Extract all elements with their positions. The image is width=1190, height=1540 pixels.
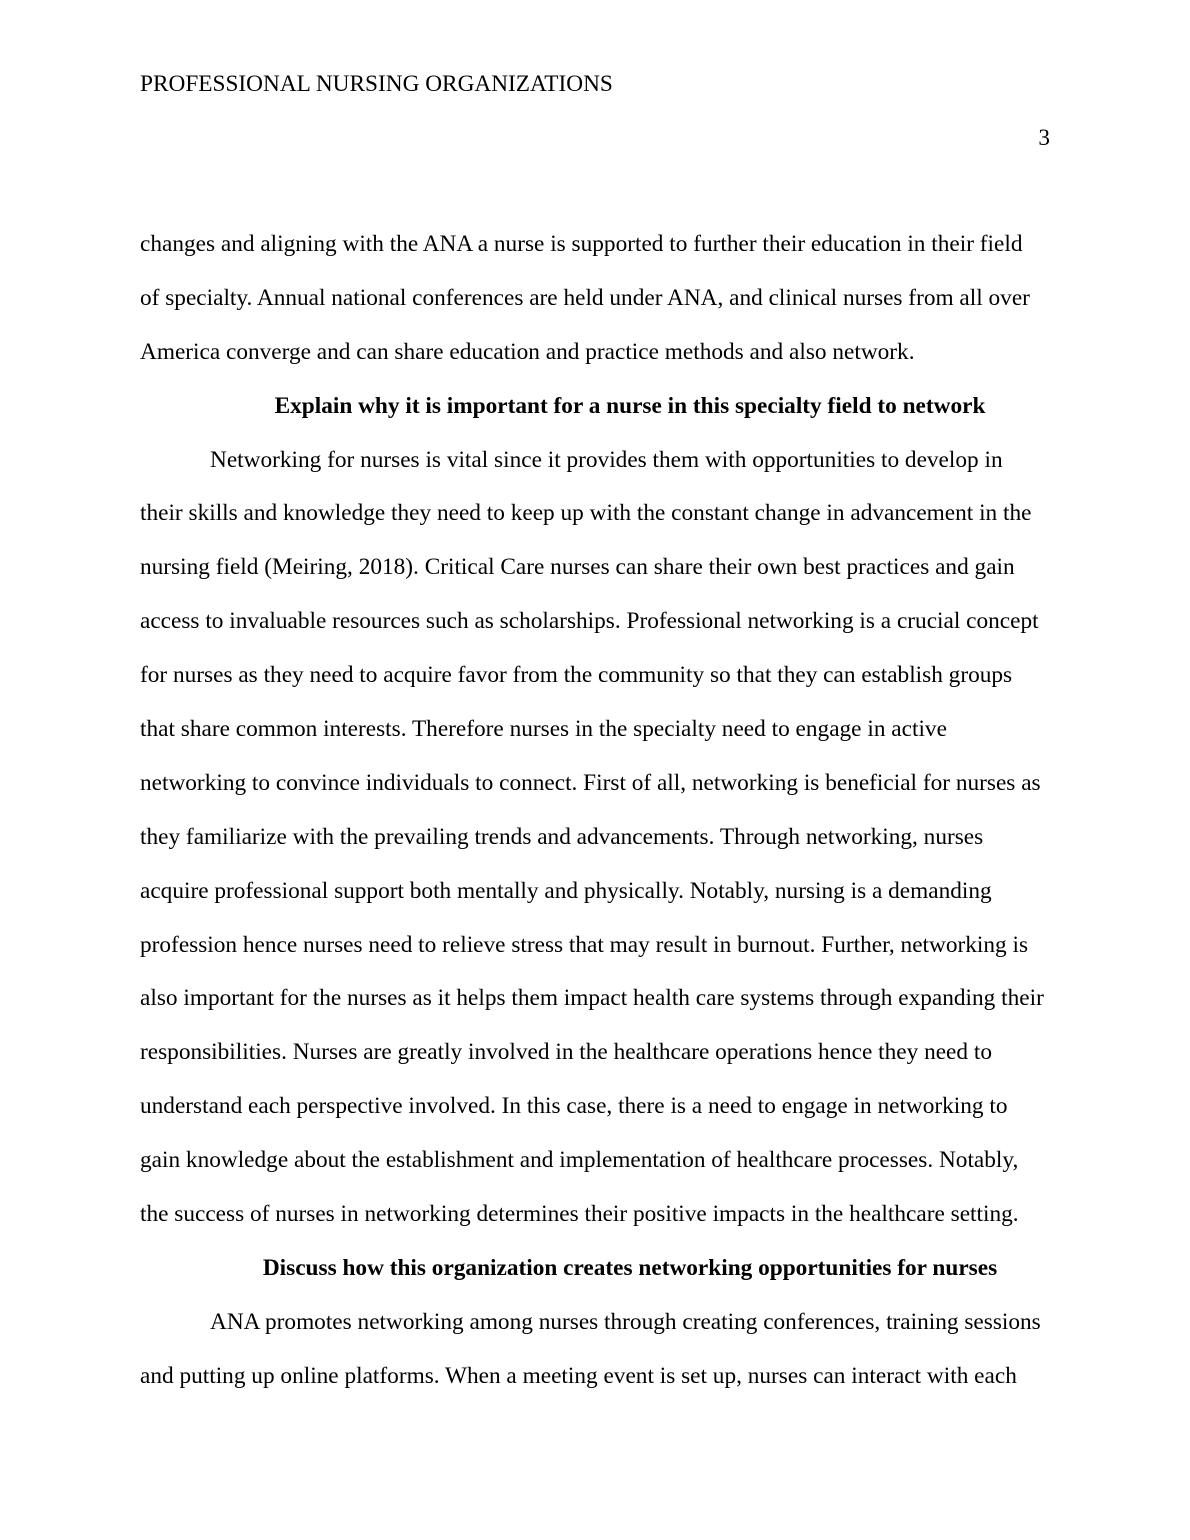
body-line: of specialty. Annual national conferences are held under ANA, and clinical nurses from all over [140, 284, 1030, 311]
body-line: access to invaluable resources such as scholarships. Professional networking is a crucial concept [140, 608, 1039, 635]
body-line: that share common interests. Therefore nurses in the specialty need to engage in active [140, 716, 947, 743]
page-number: 3 [1038, 125, 1050, 151]
body-line: profession hence nurses need to relieve stress that may result in burnout. Further, networking is [140, 931, 1029, 958]
body-line: for nurses as they need to acquire favor from the community so that they can establish groups [140, 662, 1013, 689]
body-line: responsibilities. Nurses are greatly involved in the healthcare operations hence they need to [140, 1039, 992, 1066]
body-line: nursing field (Meiring, 2018). Critical Care nurses can share their own best practices and gain [140, 554, 1015, 581]
body-line: ANA promotes networking among nurses through creating conferences, training sessions [210, 1308, 1041, 1335]
body-line: Networking for nurses is vital since it provides them with opportunities to develop in [210, 446, 1003, 473]
body-line: their skills and knowledge they need to keep up with the constant change in advancement in the [140, 500, 1032, 527]
body-line: gain knowledge about the establishment and implementation of healthcare processes. Notably, [140, 1147, 1019, 1174]
body-line: and putting up online platforms. When a meeting event is set up, nurses can interact with each [140, 1362, 1017, 1389]
document-body [140, 218, 1050, 1404]
running-head: PROFESSIONAL NURSING ORGANIZATIONS [140, 71, 613, 97]
body-line: changes and aligning with the ANA a nurse is supported to further their education in their field [140, 231, 1023, 257]
body-line: understand each perspective involved. In this case, there is a need to engage in networking to [140, 1093, 1008, 1120]
body-line: the success of nurses in networking determines their positive impacts in the healthcare setting. [140, 1201, 1019, 1228]
body-line: America converge and can share education and practice methods and also network. [140, 338, 915, 365]
body-line: they familiarize with the prevailing trends and advancements. Through networking, nurses [140, 823, 984, 850]
body-line: also important for the nurses as it helps them impact health care systems through expanding their [140, 985, 1044, 1012]
section-heading: Explain why it is important for a nurse in this specialty field to network [274, 392, 986, 419]
body-line: networking to convince individuals to connect. First of all, networking is beneficial for nurses as [140, 769, 1041, 796]
section-heading: Discuss how this organization creates networking opportunities for nurses [262, 1254, 998, 1281]
body-line: acquire professional support both mentally and physically. Notably, nursing is a demanding [140, 877, 992, 904]
